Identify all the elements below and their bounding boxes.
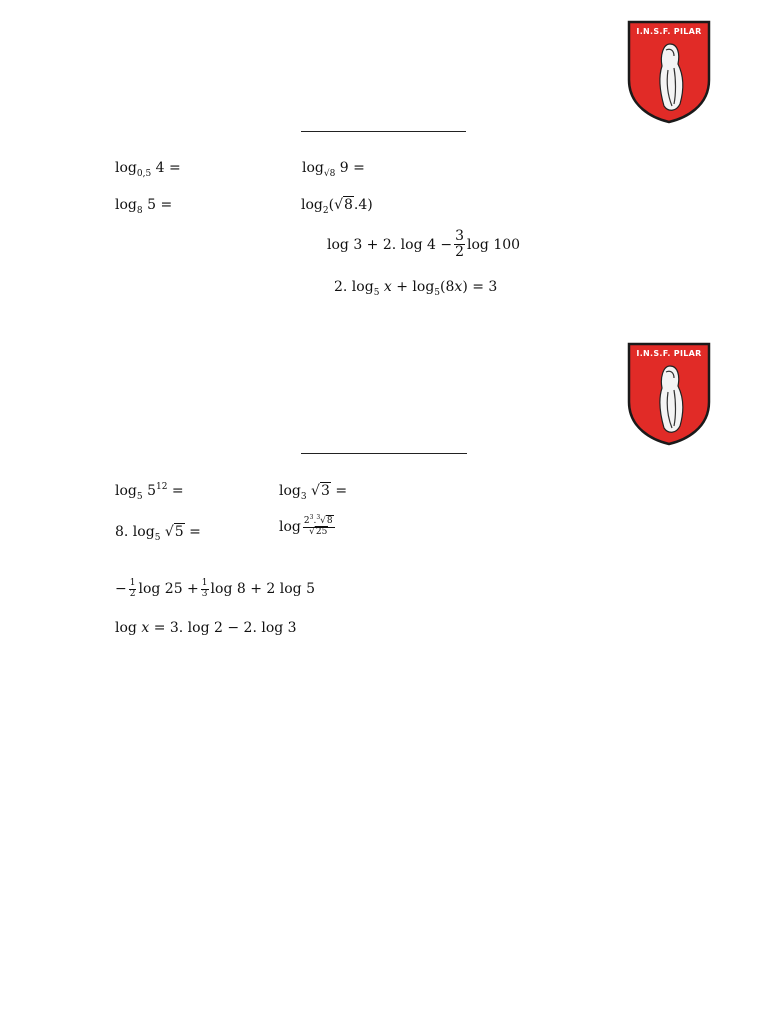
- logo-text: I.N.S.F. PILAR: [636, 27, 702, 36]
- title-underline: [301, 131, 466, 132]
- school-shield-logo: [626, 342, 712, 446]
- exercise-log-combination: − $\frac{1}{2}$ log 25 + $\frac{1}{3}$ log 8 + 2 log 5: [115, 578, 315, 599]
- exercise-log-2-of-sqrt8-times-4: $\log_2(√8.4)$: [301, 197, 373, 216]
- exercise-log-sqrt8-of-9: $\log_{√8} 9$ =: [302, 160, 365, 179]
- exercise-8-log5-of-sqrt5: 8. $\log_5 √5$ =: [115, 524, 201, 543]
- exercise-log5-of-5-pow-12: $\log_5 5^{12}$ =: [115, 482, 184, 502]
- logo-text: I.N.S.F. PILAR: [636, 349, 702, 358]
- fraction-1-over-2: $\frac{1}{2}$: [129, 578, 136, 599]
- exercise-log-of-fraction: log $\frac{2^3.^3√8}{√25}$: [279, 514, 333, 537]
- school-shield-logo: [626, 20, 712, 124]
- exercise-equation-log5: 2. $\log_5 x + \log_5(8x) = 3$: [334, 279, 498, 298]
- exercise-log-0-5-of-4: $\log_{0,5} 4$ =: [115, 160, 181, 179]
- title-underline: [301, 453, 467, 454]
- exercise-log3-of-sqrt3: $\log_3 √3$ =: [279, 483, 348, 502]
- exercise-expression-simplify: log 3 + 2. log 4 − $\frac{3}{2}$ log 100: [327, 228, 521, 261]
- fraction-root-expression: $\frac{2^3.^3√8}{√25}$: [303, 514, 333, 537]
- fraction-1-over-3: $\frac{1}{3}$: [201, 578, 208, 599]
- exercise-equation-log-x: log x = 3. log 2 − 2. log 3: [115, 620, 297, 636]
- fraction-3-over-2: $\frac{3}{2}$: [455, 228, 464, 261]
- exercise-log-8-of-5: $\log_8 5$ =: [115, 197, 173, 216]
